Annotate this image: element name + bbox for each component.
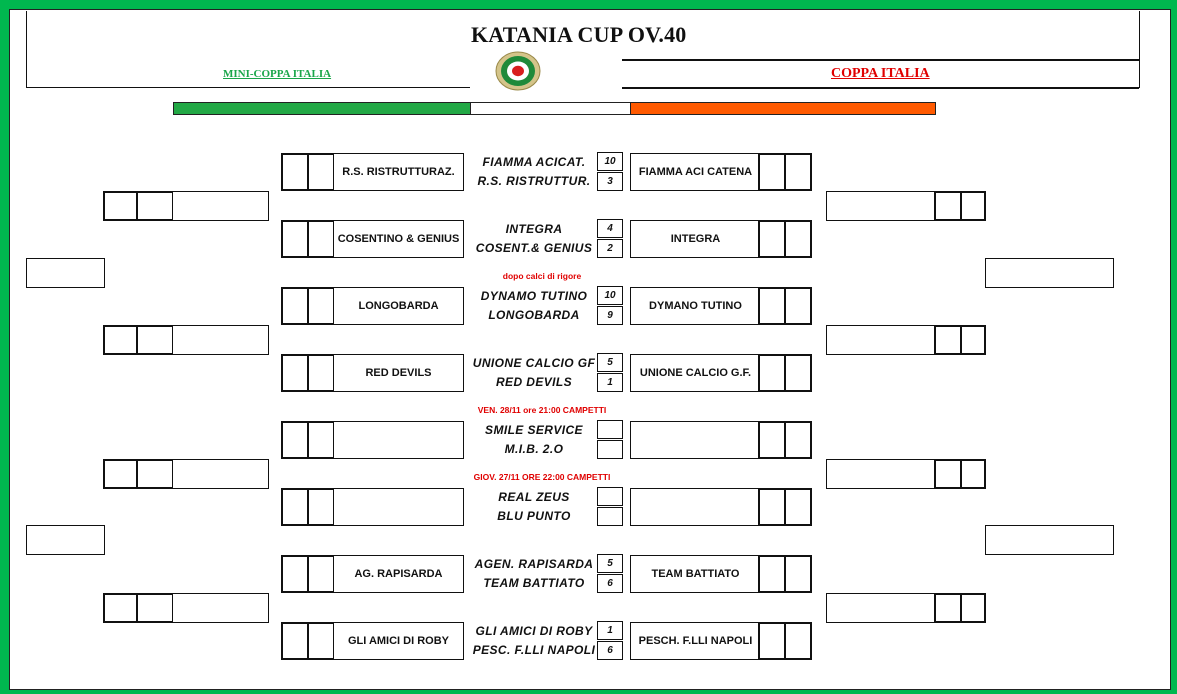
header-rule-right-top [622,59,1139,61]
r2-right-team-box[interactable] [826,191,936,221]
r2-right-score-cell[interactable] [934,325,962,355]
match-home-team: FIAMMA ACICAT. [482,155,586,169]
r2-left-seed-cell[interactable] [103,325,138,355]
left-team-box[interactable]: LONGOBARDA [333,287,464,325]
right-score-cell[interactable] [758,488,786,526]
score-away[interactable] [597,507,623,526]
r2-left-score-cell[interactable] [136,593,174,623]
score-away[interactable]: 6 [597,574,623,593]
r2-left-seed-cell[interactable] [103,593,138,623]
match-note: dopo calci di rigore [502,271,582,281]
match-away-team: R.S. RISTRUTTUR. [477,174,591,188]
left-team-box[interactable]: AG. RAPISARDA [333,555,464,593]
match-away-team: BLU PUNTO [497,509,571,523]
left-score-cell[interactable] [307,287,335,325]
right-seed-cell[interactable] [784,421,812,459]
right-seed-cell[interactable] [784,354,812,392]
score-home[interactable] [597,487,623,506]
match-home-team: INTEGRA [505,222,563,236]
r2-left-score-cell[interactable] [136,325,174,355]
match-away-team: PESC. F.LLI NAPOLI [472,643,596,657]
r2-left-score-cell[interactable] [136,459,174,489]
r2-left-score-cell[interactable] [136,191,174,221]
left-score-cell[interactable] [307,220,335,258]
r2-right-score-cell[interactable] [934,191,962,221]
r3-right-team-box[interactable] [985,258,1114,288]
coppa-italia-link[interactable]: COPPA ITALIA [831,66,930,81]
left-score-cell[interactable] [307,622,335,660]
left-seed-cell[interactable] [281,421,309,459]
match-home-team: REAL ZEUS [498,490,570,504]
score-away[interactable]: 6 [597,641,623,660]
r2-right-team-box[interactable] [826,593,936,623]
match-away-team: LONGOBARDA [488,308,580,322]
right-score-cell[interactable] [758,153,786,191]
right-score-cell[interactable] [758,220,786,258]
right-team-box[interactable]: INTEGRA [630,220,761,258]
right-team-box[interactable]: TEAM BATTIATO [630,555,761,593]
r2-right-score-cell[interactable] [934,593,962,623]
match-home-team: AGEN. RAPISARDA [474,557,594,571]
match-away-team: M.I.B. 2.O [504,442,564,456]
left-team-box[interactable] [333,488,464,526]
left-score-cell[interactable] [307,354,335,392]
right-team-box[interactable]: UNIONE CALCIO G.F. [630,354,761,392]
r2-right-seed-cell[interactable] [960,459,986,489]
left-seed-cell[interactable] [281,555,309,593]
score-away[interactable]: 1 [597,373,623,392]
r2-left-seed-cell[interactable] [103,459,138,489]
right-team-box[interactable] [630,421,761,459]
left-team-box[interactable]: GLI AMICI DI ROBY [333,622,464,660]
score-away[interactable]: 2 [597,239,623,258]
score-away[interactable]: 9 [597,306,623,325]
right-score-cell[interactable] [758,622,786,660]
right-score-cell[interactable] [758,421,786,459]
match-away-team: TEAM BATTIATO [483,576,585,590]
r2-right-seed-cell[interactable] [960,191,986,221]
left-team-box[interactable]: COSENTINO & GENIUS [333,220,464,258]
match-home-team: SMILE SERVICE [485,423,583,437]
right-seed-cell[interactable] [784,555,812,593]
left-seed-cell[interactable] [281,488,309,526]
match-home-team: GLI AMICI DI ROBY [475,624,593,638]
left-seed-cell[interactable] [281,153,309,191]
left-seed-cell[interactable] [281,220,309,258]
right-score-cell[interactable] [758,555,786,593]
r3-right-team-box[interactable] [985,525,1114,555]
score-home[interactable]: 10 [597,152,623,171]
right-team-box[interactable]: PESCH. F.LLI NAPOLI [630,622,761,660]
right-score-cell[interactable] [758,287,786,325]
r2-right-score-cell[interactable] [934,459,962,489]
right-seed-cell[interactable] [784,287,812,325]
right-team-box[interactable]: DYMANO TUTINO [630,287,761,325]
r2-right-team-box[interactable] [826,325,936,355]
left-score-cell[interactable] [307,153,335,191]
score-home[interactable] [597,420,623,439]
r2-right-seed-cell[interactable] [960,593,986,623]
left-team-box[interactable]: R.S. RISTRUTTURAZ. [333,153,464,191]
header-rule-left [26,87,470,88]
left-team-box[interactable]: RED DEVILS [333,354,464,392]
score-home[interactable]: 5 [597,353,623,372]
r2-left-team-box[interactable] [172,459,269,489]
match-home-team: UNIONE CALCIO GF [472,356,596,370]
r2-right-seed-cell[interactable] [960,325,986,355]
r3-left-team-box[interactable] [26,258,105,288]
left-seed-cell[interactable] [281,622,309,660]
r2-left-team-box[interactable] [172,593,269,623]
header-rule-right-bottom [622,87,1139,89]
italian-cockade-icon [495,51,541,91]
left-team-box[interactable] [333,421,464,459]
right-team-box[interactable] [630,488,761,526]
score-home[interactable]: 4 [597,219,623,238]
score-home[interactable]: 10 [597,286,623,305]
r2-left-team-box[interactable] [172,325,269,355]
right-seed-cell[interactable] [784,153,812,191]
match-home-team: DYNAMO TUTINO [480,289,588,303]
match-note: GIOV. 27/11 ORE 22:00 CAMPETTI [473,472,611,482]
mini-coppa-link[interactable]: MINI-COPPA ITALIA [223,68,332,80]
r2-left-seed-cell[interactable] [103,191,138,221]
left-score-cell[interactable] [307,488,335,526]
header-rule-left-edge [26,11,27,88]
left-score-cell[interactable] [307,555,335,593]
r2-right-team-box[interactable] [826,459,936,489]
match-away-team: COSENT.& GENIUS [475,241,593,255]
match-away-team: RED DEVILS [495,375,572,389]
score-away[interactable] [597,440,623,459]
score-home[interactable]: 5 [597,554,623,573]
left-score-cell[interactable] [307,421,335,459]
header-rule-right-edge [1139,11,1140,88]
right-seed-cell[interactable] [784,622,812,660]
r3-left-team-box[interactable] [26,525,105,555]
score-home[interactable]: 1 [597,621,623,640]
left-seed-cell[interactable] [281,354,309,392]
right-team-box[interactable]: FIAMMA ACI CATENA [630,153,761,191]
right-seed-cell[interactable] [784,220,812,258]
right-seed-cell[interactable] [784,488,812,526]
match-note: VEN. 28/11 ore 21:00 CAMPETTI [477,405,607,415]
score-away[interactable]: 3 [597,172,623,191]
left-seed-cell[interactable] [281,287,309,325]
right-score-cell[interactable] [758,354,786,392]
r2-left-team-box[interactable] [172,191,269,221]
page-title: KATANIA CUP OV.40 [471,22,687,47]
